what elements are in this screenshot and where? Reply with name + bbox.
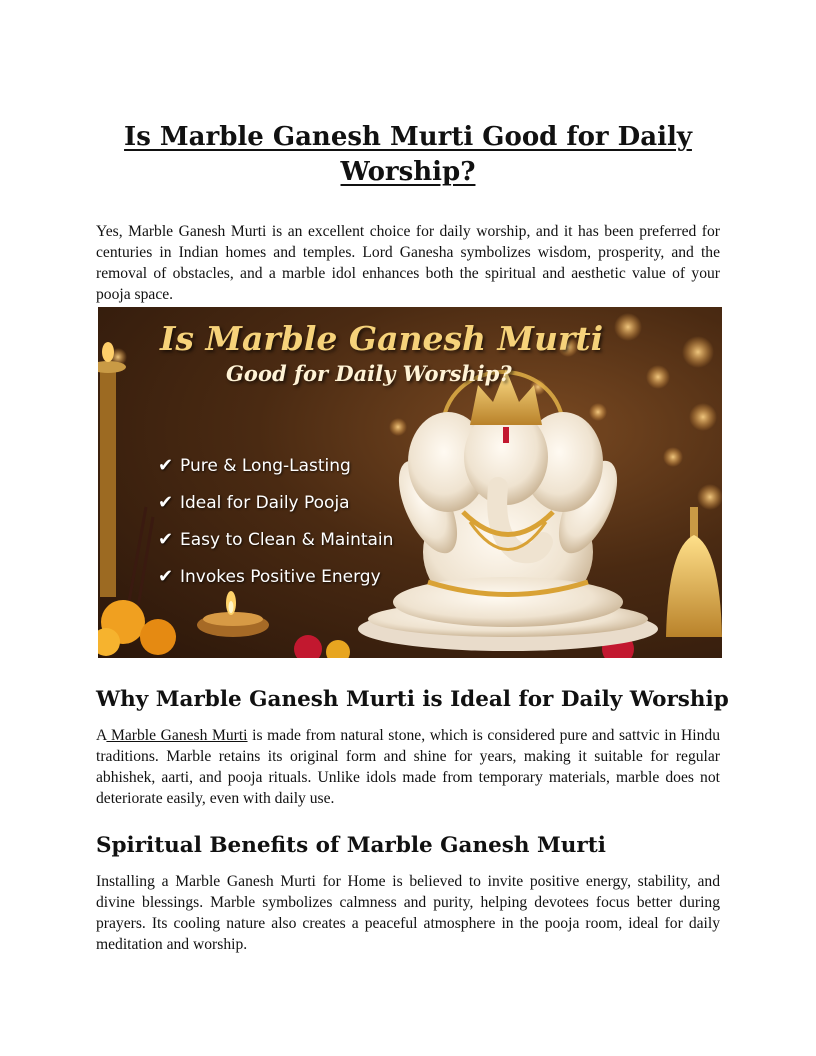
brass-bell bbox=[666, 507, 722, 637]
section-paragraph-spiritual: Installing a Marble Ganesh Murti for Home is believed to invite positive energy, stability, and divine blessings. Marble symbolizes calmness and purity, helping devotees focus better during prayers. Its cooling nature also creates a peaceful atmosphere in the pooja room, ideal for daily meditation and worship. bbox=[96, 873, 720, 953]
incense-sticks bbox=[128, 507, 153, 607]
paragraph-body: is made from natural stone, which is considered pure and sattvic in Hindu traditions. Marble retains its original form and shine for years, making it suitable for regular abhishek, aarti, and pooja rituals. Unlike idols made from temporary materials, marble does not deteriorate easily, even with daily use. bbox=[96, 727, 720, 807]
marble-ganesh-murti-link[interactable]: Marble Ganesh Murti bbox=[106, 727, 248, 744]
intro-paragraph: Yes, Marble Ganesh Murti is an excellent choice for daily worship, and it has been preferred for centuries in Indian homes and temples. Lord Ganesha symbolizes wisdom, prosperity, and the removal of obstacles, and a marble idol enhances both the spiritual and aesthetic value of your pooja space. bbox=[96, 223, 720, 303]
check-icon: ✔ bbox=[158, 529, 174, 550]
page-title: Is Marble Ganesh Murti Good for Daily Worship? bbox=[124, 122, 692, 187]
banner-feature-label: Easy to Clean & Maintain bbox=[180, 529, 394, 550]
check-icon: ✔ bbox=[158, 566, 174, 587]
banner-image bbox=[98, 307, 722, 658]
banner-feature-label: Ideal for Daily Pooja bbox=[180, 492, 350, 513]
banner-title-line2: Good for Daily Worship? bbox=[226, 361, 512, 386]
banner-feature-label: Pure & Long-Lasting bbox=[180, 455, 351, 476]
banner-feature-item bbox=[158, 447, 393, 484]
ganesha-idol bbox=[358, 369, 658, 651]
section-paragraph-why bbox=[96, 725, 720, 809]
section-heading-spiritual: Spiritual Benefits of Marble Ganesh Murti bbox=[96, 833, 606, 858]
banner-feature-list bbox=[158, 447, 393, 595]
brass-lamp-left bbox=[98, 342, 126, 597]
banner-title-line1: Is Marble Ganesh Murti bbox=[160, 319, 604, 358]
section-heading-why: Why Marble Ganesh Murti is Ideal for Daily Worship bbox=[96, 687, 729, 712]
paragraph-prefix: A bbox=[96, 727, 107, 744]
check-icon: ✔ bbox=[158, 492, 174, 513]
diya-lamp bbox=[197, 591, 269, 637]
banner-feature-label: Invokes Positive Energy bbox=[180, 566, 381, 587]
banner-feature-item bbox=[158, 558, 393, 595]
check-icon: ✔ bbox=[158, 455, 174, 476]
banner-feature-item bbox=[158, 521, 393, 558]
banner-feature-item bbox=[158, 484, 393, 521]
